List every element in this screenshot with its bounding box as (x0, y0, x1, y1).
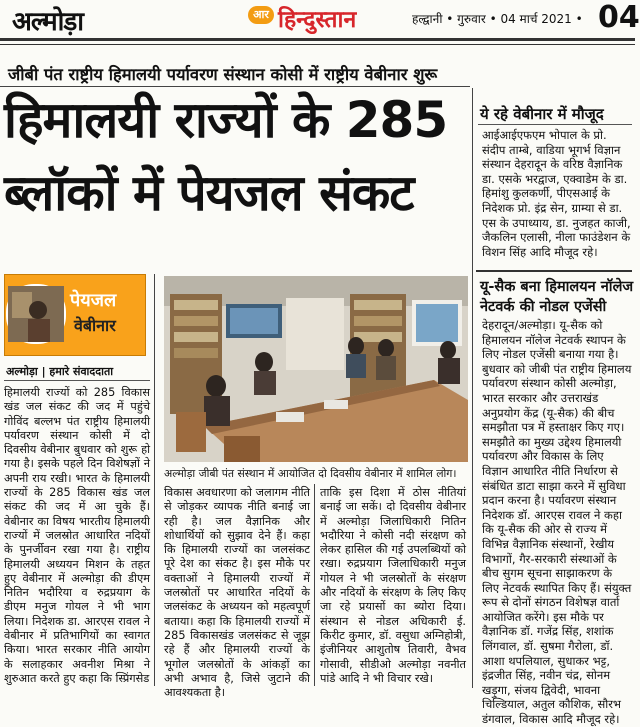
column-divider-2 (314, 484, 315, 686)
page-number: 04 (598, 0, 640, 35)
brand-name: हिन्दुस्तान (278, 7, 357, 33)
sidebar-usac-title-line-1: यू-सैक बना हिमालयन नॉलेज (480, 279, 634, 295)
sidebar-usac-title-line-2: नेटवर्क की नोडल एजेंसी (480, 299, 607, 315)
headline-line-2: ब्लॉकों में पेयजल संकट (4, 164, 414, 222)
badge-subtitle: वेबीनार (74, 316, 116, 335)
headline-line-1: हिमालयी राज्यों के 285 (4, 91, 448, 149)
webinar-photo (164, 276, 468, 462)
header-divider (0, 38, 635, 41)
article-kicker: जीबी पंत राष्ट्रीय हिमालयी पर्यावरण संस्थान कोसी में राष्ट्रीय वेबीनार शुरू (8, 65, 438, 84)
brand-logo-icon: आर (248, 6, 274, 24)
byline-divider (4, 380, 150, 381)
column-divider-1 (154, 274, 155, 686)
badge-title: पेयजल (70, 290, 117, 311)
photo-caption: अल्मोड़ा जीबी पंत संस्थान में आयोजित दो दिवसीय वेबीनार में शामिल लोग। (164, 467, 457, 480)
sidebar-section-divider (476, 270, 632, 272)
sidebar-attendees-title: ये रहे वेबीनार में मौजूद (480, 105, 604, 123)
header-divider-thin (0, 44, 635, 45)
speaker-photo (6, 284, 66, 344)
sidebar-title-divider (478, 124, 632, 125)
article-column-1: हिमालयी राज्यों को 285 विकास खंड जल संकट की जद में पहुंचे गोविंद बल्लभ पंत राष्ट्रीय हिमालयी पर्यावरण संस्थान कोसी में दो दिवसीय वेबीनार बुधवार को शुरू हो गया है। इसके पहले दिन विशेषज्ञों ने अपनी राय रखी। भारत के हिमालयी राज्यों के 285 विकास खंड जल संकट की जद में आ चुके हैं। वेबीनार का विषय भारतीय हिमालयी राज्यों में जलस्रोत आधारित नदियों के पुनर्जीवन रखा गया है। राष्ट्रीय हिमालयी अध्ययन मिशन के तहत हुए वेबीनार में अल्मोड़ा की डीएम नितिन भदौरिया व रुद्रप्रयाग के डीएम मनुज गोयल ने भी भाग लिया। निदेशक डा. आरएस रावल ने वेबीनार में प्रतिभागियों का स्वागत किया। भारत सरकार नीति आयोग के सलाहकार अवनीश मिश्रा ने शुरुआत करते हुए कहा कि स्प्रिंगसेड (4, 386, 150, 685)
sidebar-attendees-body: आईआईएफएम भोपाल के प्रो. संदीप ताम्बे, वाडिया भूगर्भ विज्ञान संस्थान देहरादून के वरिष्ठ वैज्ञानिक डा. एसके भरद्वाज, एक्वाडेम के डा. हिमांशु कुलकर्णी, पीएसआई के निदेशक प्रो. इंद्र सेन, ग्राम्या से डा. एस के उपाध्याय, डा. नुजहत काजी, जैकलिन एलासी, नीला फाउंडेशन के विशन सिंह आदि मौजूद रहे। (482, 128, 631, 259)
article-column-2: विकास अवधारणा को जलागम नीति से जोड़कर व्यापक नीति बनाई जा रही है। जल वैज्ञानिक और शोधार्थियों को सुझाव देने हैं। कहा कि हिमालयी राज्यों का जलसंकट पूरे देश का संकट है। इस मौके पर वक्ताओं ने हिमालयी राज्यों में जलस्रोतों पर आधारित नदियों के जलसंकट के अध्ययन को महत्वपूर्ण बताया। कहा कि हिमालयी राज्यों में 285 विकासखंड जलसंकट से जूझ रहे हैं और हिमालयी राज्यों के भूगोल जलस्रोतों के आंकड़ों का अभी अभाव है, जिसे जुटाने की आवश्यकता है। (164, 486, 310, 700)
sidebar-divider (472, 88, 473, 688)
kicker-divider (0, 86, 470, 87)
page-city-title: अल्मोड़ा (12, 7, 84, 37)
sidebar-usac-body: देहरादून/अल्मोड़ा। यू-सैक को हिमालयन नॉलेज नेटवर्क स्थापन के लिए नोडल एजेंसी बनाया गया है। बुधवार को जीबी पंत राष्ट्रीय हिमालय पर्यावरण संस्थान कोसी अल्मोड़ा, भारत सरकार और उत्तराखंड अनुप्रयोग केंद्र (यू-सैक) की बीच समझौता पत्र में हस्ताक्षर किए गए। समझौते का मुख्य उद्देश्य हिमालयी पर्यावरण और विकास के लिए विज्ञान आधारित नीति निर्धारण से संबंधित डाटा साझा करने में सुविधा प्रदान करना है। पर्यावरण संस्थान निदेशक डॉ. आरएस रावल ने कहा कि यू-सैक की ओर से राज्य में विभिन्न वैज्ञानिक संस्थानों, रेखीय विभागों, गैर-सरकारी संस्थाओं के बीच सुगम सूचना साझाकरण के लिए नेटवर्क स्थापित किए हैं। संयुक्त रूप से दोनों संगठन विशेषज्ञ वार्ता आयोजित करेंगे। इस मौके पर वैज्ञानिक डॉ. गजेंद्र सिंह, शशांक लिंगवाल, डॉ. सुषमा गैरोला, डॉ. आशा थपलियाल, सुधाकर भट्ट, इंद्रजीत सिंह, नवीन चंद्र, सोनम खड़ुगा, संजय द्विवेदी, भावना चिल्डियाल, अतुल कौशिक, सौरभ डंगवाल, विकास आदि मौजूद रहे। (482, 318, 632, 727)
article-column-3: ताकि इस दिशा में ठोस नीतियां बनाई जा सकें। दो दिवसीय वेबीनार में अल्मोड़ा जिलाधिकारी नितिन भदौरिया ने कोसी नदी संरक्षण को लेकर हासिल की गई उपलब्धियों को रखा। रुद्रप्रयाग जिलाधिकारी मनुज गोयल ने भी जलस्रोतों के संरक्षण और नदियों के संरक्षण के लिए किए जा रहे प्रयासों का ब्योरा दिया। संस्थान से नोडल अधिकारी ई. किरीट कुमार, डॉ. वसुधा अग्निहोत्री, इंजीनियर आशुतोष तिवारी, वैभव गोसावी, सीडीओ अल्मोड़ा नवनीत पांडे आदि ने भी विचार रखे। (320, 486, 466, 685)
edition-date: हल्द्वानी • गुरुवार • 04 मार्च 2021 • (412, 12, 583, 26)
byline: अल्मोड़ा | हमारे संवाददाता (6, 365, 114, 378)
